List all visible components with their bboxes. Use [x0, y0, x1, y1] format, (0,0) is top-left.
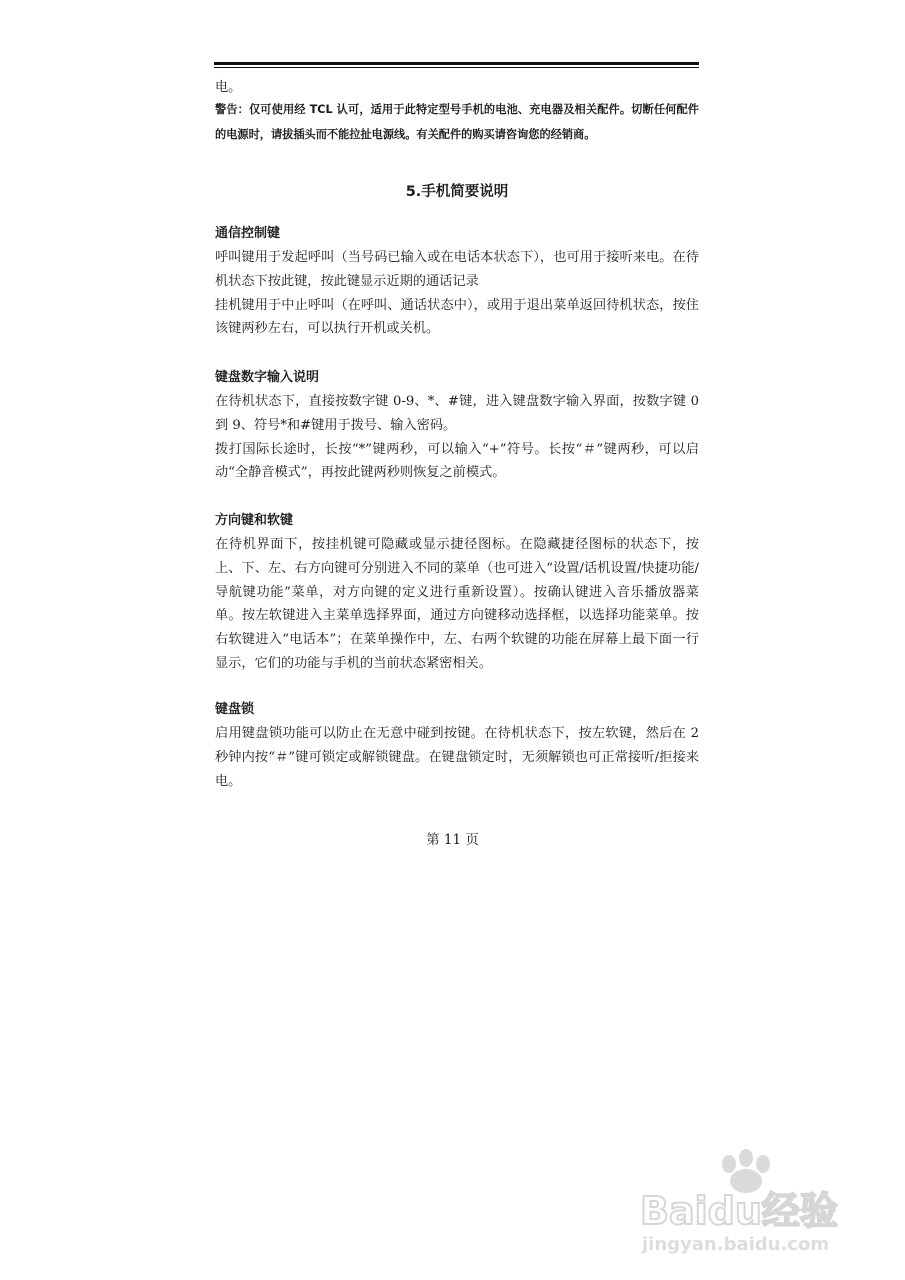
continuation-text: 电。 [215, 80, 242, 95]
section-heading: 键盘锁 [215, 702, 255, 717]
header-rule-thin [214, 67, 699, 68]
section-heading: 方向键和软键 [215, 513, 294, 528]
section-paragraph: 呼叫键用于发起呼叫（当号码已输入或在电话本状态下），也可用于接听来电。在待机状态下按此键，按此键显示近期的通话记录 [215, 250, 699, 289]
warning-notice: 警告：仅可使用经 TCL 认可，适用于此特定型号手机的电池、充电器及相关配件。切断任何配件的电源时，请拔插头而不能拉扯电源线。有关配件的购买请咨询您的经销商。 [215, 103, 699, 141]
page-number: 第 11 页 [426, 832, 479, 848]
section-title: 5.手机简要说明 [405, 184, 509, 200]
section-heading: 键盘数字输入说明 [215, 370, 320, 385]
section-keypad-input [215, 366, 699, 485]
section-heading: 通信控制键 [215, 226, 281, 241]
section-call-keys [215, 222, 699, 341]
header-rule-thick [214, 62, 699, 65]
watermark-brand-text: Baidu经验 [640, 1189, 838, 1233]
section-paragraph: 在待机界面下，按挂机键可隐藏或显示捷径图标。在隐藏捷径图标的状态下，按上、下、左、右方向键可分别进入不同的菜单（也可进入“设置/话机设置/快捷功能/导航键功能”菜单，对方向键的定义进行重新设置）。按确认键进入音乐播放器菜单。按左软键进入主菜单选择界面，通过方向键移动选择框，以选择功能菜单。按右软键进入“电话本”；在菜单操作中，左、右两个软键的功能在屏幕上最下面一行显示，它们的功能与手机的当前状态紧密相关。 [215, 537, 699, 671]
section-paragraph: 在待机状态下，直接按数字键 0-9、*、#键，进入键盘数字输入界面，按数字键 0 到 9、符号*和#键用于拨号、输入密码。 [215, 394, 699, 433]
watermark-url-text: jingyan.baidu.com [642, 1234, 830, 1255]
paw-icon [722, 1149, 770, 1193]
section-paragraph: 拨打国际长途时，长按“*”键两秒，可以输入“+”符号。长按“＃”键两秒，可以启动“全静音模式”，再按此键两秒则恢复之前模式。 [215, 441, 699, 481]
section-navigation-softkeys [215, 509, 699, 676]
section-paragraph: 启用键盘锁功能可以防止在无意中碰到按键。在待机状态下，按左软键，然后在 2 秒钟内按“＃”键可锁定或解锁键盘。在键盘锁定时，无须解锁也可正常接听/拒接来电。 [215, 726, 699, 789]
baidu-jingyan-watermark [636, 1148, 856, 1258]
section-keypad-lock [215, 698, 699, 793]
section-paragraph: 挂机键用于中止呼叫（在呼叫、通话状态中），或用于退出菜单返回待机状态，按住该键两秒左右，可以执行开机或关机。 [215, 297, 699, 337]
